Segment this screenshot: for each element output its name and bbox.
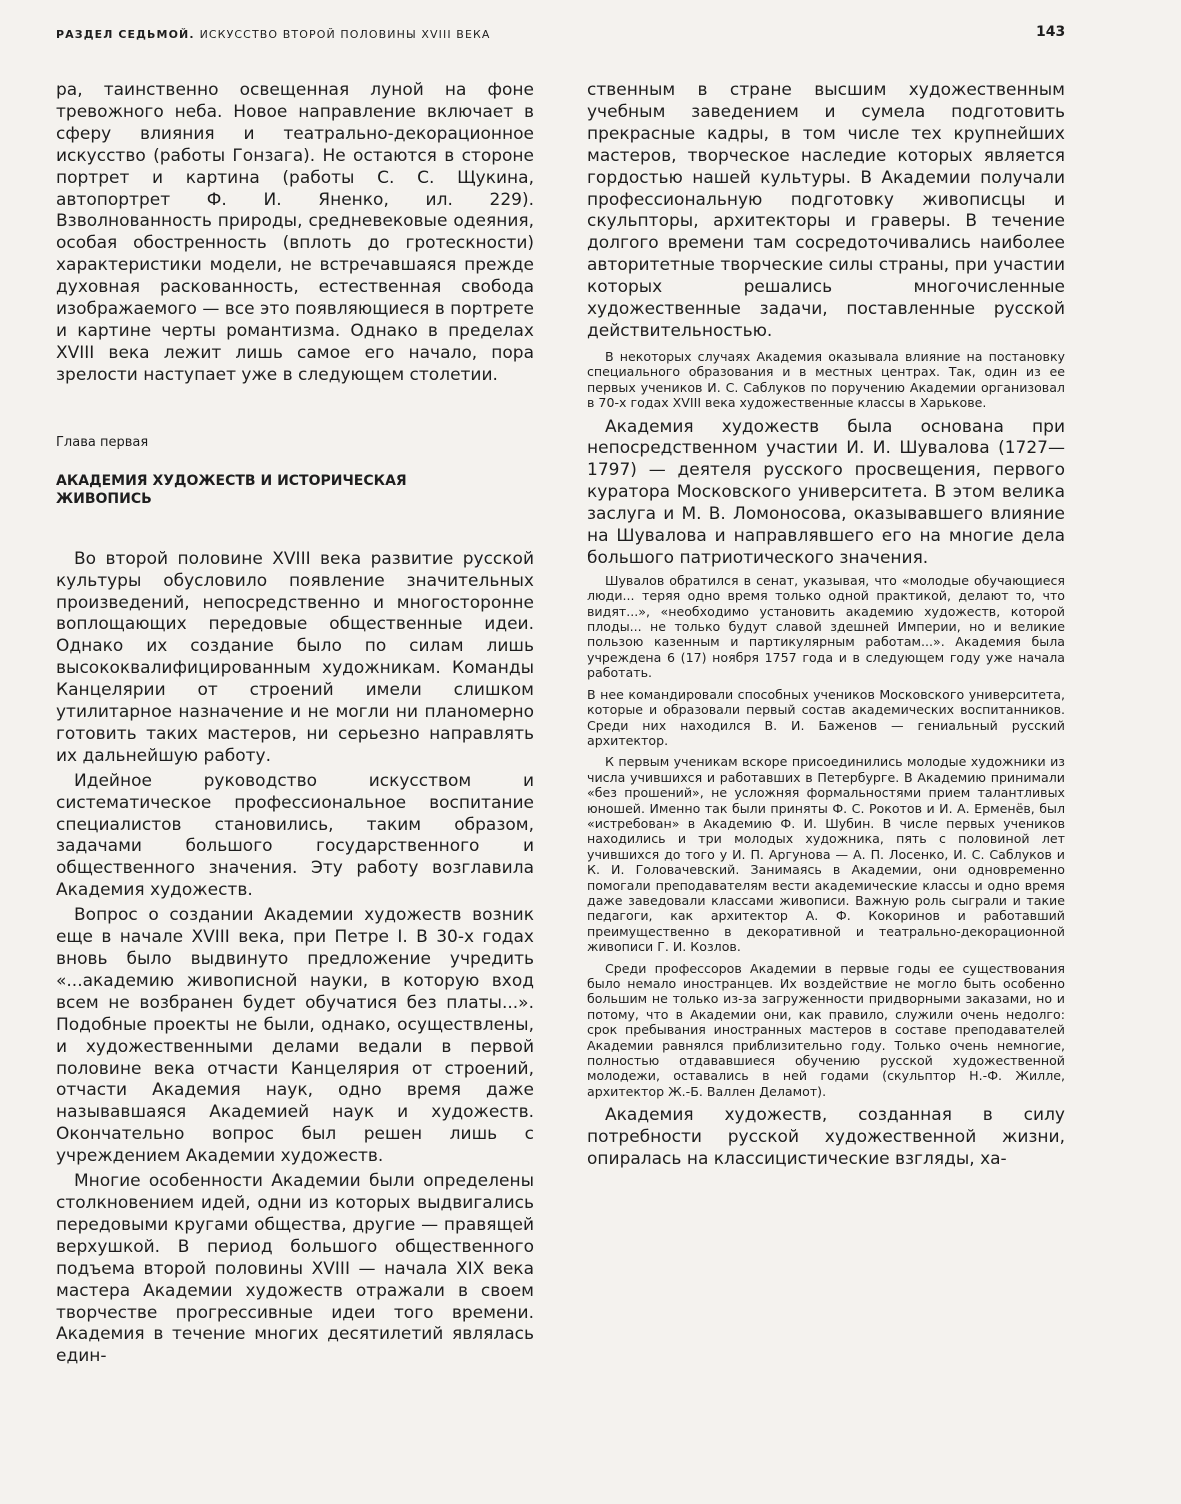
small-print-note: К первым ученикам вскоре присоединились молодые художники из числа учившихся и работавших в Петербурге. В Академию принимали «без прошений», не усложняя формальностями прием талантливых юношей. Именно так были приняты Ф. С. Рокотов и И. А. Ерменёв, был «истребован» в Академию Ф. И. Шубин. В числе первых учеников находились и три молодых художника, пять с половиной лет учившихся до того у И. П. Аргунова — А. П. Лосенко, И. С. Саблуков и К. И. Головачевский. Занимаясь в Академии, они одновременно помогали преподавателям вести академические классы и одно время даже заведовали классами живописи. Важную роль сыграли и такие педагоги, как архитектор А. Ф. Кокоринов и работавший преимущественно в декоративной и театрально-декорационной живописи Г. И. Козлов. bbox=[587, 754, 1065, 955]
small-print-note: Шувалов обратился в сенат, указывая, что «молодые обучающиеся люди... теряя одно время только одной практикой, делают то, что видят...», «необходимо установить академию художеств, которой плоды... не только будут славой здешней Империи, но и великие пользою казенным и партикулярным работам...». Академия была учреждена 6 (17) ноября 1757 года и в следующем году уже начала работать. bbox=[587, 572, 1065, 681]
body-paragraph: Вопрос о создании Академии художеств возник еще в начале XVIII века, при Петре I. В 30-х годах вновь было выдвинуто предложение учредить «...академию живописной науки, в которую вход всем не возбранен будет обучатися без платы...». Подобные проекты не были, однако, осуществлены, и художественными делами ведали в первой половине века отчасти Канцелярия от строений, отчасти Академия наук, одно время даже называвшаяся Академией наук и художеств. Окончательно вопрос был решен лишь с учреждением Академии художеств. bbox=[56, 905, 534, 1167]
small-print-note: В некоторых случаях Академия оказывала влияние на постановку специального образования и в местных центрах. Так, один из ее первых учеников И. С. Саблуков по поручению Академии организовал в 70-х годах XVIII века художественные классы в Харькове. bbox=[587, 348, 1065, 411]
right-column bbox=[587, 80, 1065, 1171]
body-paragraph: Идейное руководство искусством и систематическое профессиональное воспитание специалистов становились, таким образом, задачами большого государственного и общественного значения. Эту работу возглавила Академия художеств. bbox=[56, 770, 534, 901]
left-column bbox=[56, 80, 534, 1368]
body-paragraph: ственным в стране высшим художественным учебным заведением и сумела подготовить прекрасные кадры, в том числе тех крупнейших мастеров, творческое наследие которых является гордостью нашей культуры. В Академии получали профессиональную подготовку живописцы и скульпторы, архитекторы и граверы. В течение долгого времени там сосредоточивались наиболее авторитетные творческие силы страны, при участии которых решались многочисленные художественные задачи, поставленные русской действительностью. bbox=[587, 80, 1065, 341]
page-number: 143 bbox=[1036, 24, 1066, 40]
body-paragraph: Академия художеств, созданная в силу потребности русской художественной жизни, опиралась на классицистические взгляды, ха- bbox=[587, 1105, 1065, 1170]
chapter-label: Глава первая bbox=[56, 434, 149, 450]
body-paragraph: Академия художеств была основана при непосредственном участии И. И. Шувалова (1727—1797) — деятеля русского просвещения, первого куратора Московского университета. В этом велика заслуга и М. В. Ломоносова, оказывавшего влияние на Шувалова и направлявшего его на многие дела большого патриотического значения. bbox=[587, 416, 1065, 568]
chapter-title: АКАДЕМИЯ ХУДОЖЕСТВ И ИСТОРИЧЕСКАЯ ЖИВОПИСЬ bbox=[56, 472, 407, 507]
body-paragraph: Во второй половине XVIII века развитие русской культуры обусловило появление значительных произведений, непосредственно и многосторонне воплощающих передовые общественные идеи. Однако их создание было по силам лишь высококвалифицированным художникам. Команды Канцелярии от строений имели слишком утилитарное назначение и не могли ни планомерно готовить таких мастеров, ни серьезно направлять их дальнейшую работу. bbox=[56, 548, 534, 766]
intro-paragraph: ра, таинственно освещенная луной на фоне тревожного неба. Новое направление включает в сферу влияния и театрально-декорационное искусство (работы Гонзага). Не остаются в стороне портрет и картина (работы С. С. Щукина, автопортрет Ф. И. Яненко, ил. 229). Взволнованность природы, средневековые одеяния, особая обостренность (вплоть до гротескности) характеристики модели, не встречавшаяся прежде духовная раскованность, естественная свобода изображаемого — все это появляющиеся в портрете и картине черты романтизма. Однако в пределах XVIII века лежит лишь самое его начало, пора зрелости наступает уже в следующем столетии. bbox=[56, 80, 534, 385]
section-title: ИСКУССТВО ВТОРОЙ ПОЛОВИНЫ XVIII ВЕКА bbox=[199, 28, 491, 41]
small-print-note: Среди профессоров Академии в первые годы ее существования было немало иностранцев. Их воздействие не могло быть особенно большим не только из-за загруженности придворными заказами, но и потому, что в Академии они, как правило, служили очень недолго: срок пребывания иностранных мастеров в составе преподавателей Академии равнялся приблизительно году. Только очень немногие, полностью отдававшиеся обучению русской художественной молодежи, оставались в ней годами (скульптор Н.-Ф. Жилле, архитектор Ж.-Б. Валлен Деламот). bbox=[587, 960, 1065, 1099]
running-head bbox=[56, 28, 491, 41]
small-print-note: В нее командировали способных учеников Московского университета, которые и образовали первый состав академических воспитанников. Среди них находился В. И. Баженов — гениальный русский архитектор. bbox=[587, 686, 1065, 748]
body-paragraph: Многие особенности Академии были определены столкновением идей, одни из которых выдвигались передовыми кругами общества, другие — правящей верхушкой. В период большого общественного подъема второй половины XVIII — начала XIX века мастера Академии художеств отражали в своем творчестве прогрессивные идеи того времени. Академия в течение многих десятилетий являлась един- bbox=[56, 1171, 534, 1367]
section-label: РАЗДЕЛ СЕДЬМОЙ. bbox=[56, 28, 195, 41]
